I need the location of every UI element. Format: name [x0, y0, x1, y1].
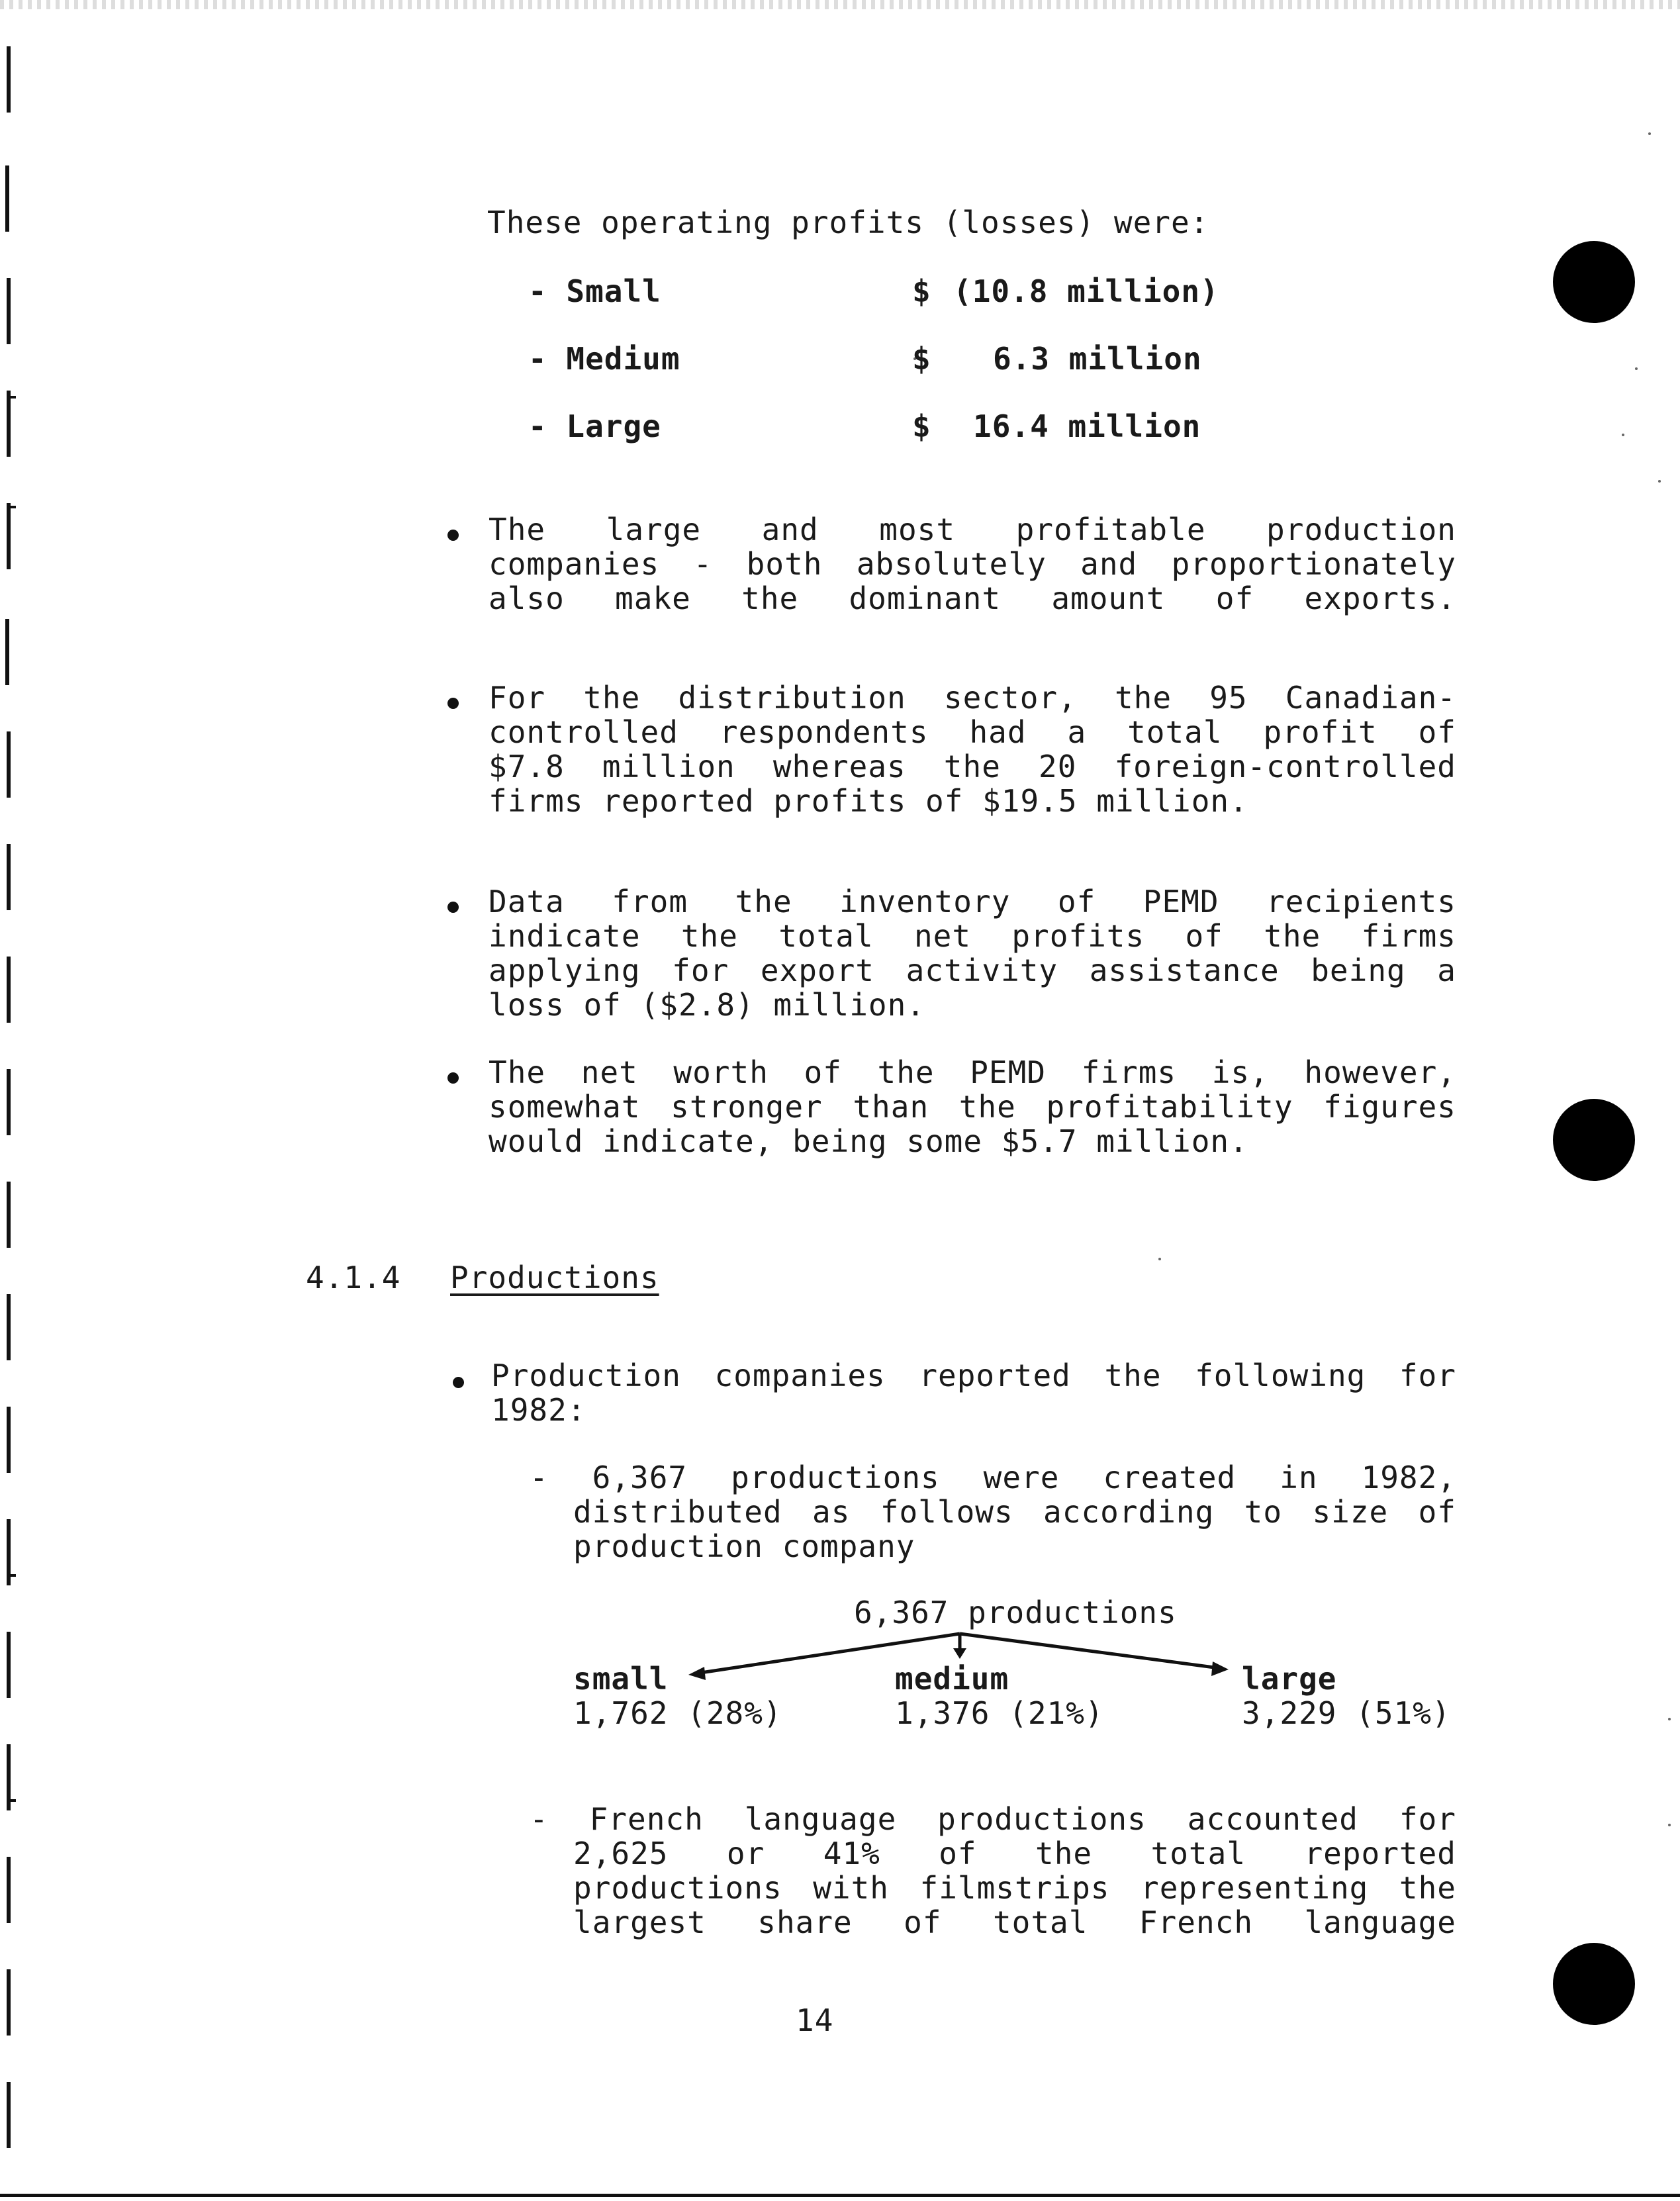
bullet-dot: [453, 1377, 464, 1388]
arrow-to-large-head: [1211, 1662, 1229, 1676]
bullet-text-line: loss of ($2.8) million.: [489, 987, 925, 1023]
binder-mark: [7, 46, 11, 113]
dash-item-line: productions with filmstrips representing the: [573, 1870, 1456, 1906]
scan-speck: [1668, 1718, 1671, 1720]
bullet-text-line: controlled respondents had a total profit of: [489, 714, 1456, 750]
binder-tick: [11, 1574, 16, 1577]
bullet-text-line: $7.8 million whereas the 20 foreign-controlled: [489, 749, 1456, 784]
punch-hole: [1553, 1099, 1635, 1181]
bullet-text-line: firms reported profits of $19.5 million.: [489, 783, 1248, 819]
bullet-text-line: 1982:: [491, 1392, 586, 1428]
diagram-small-label: small: [573, 1661, 669, 1697]
binder-mark: [7, 957, 11, 1023]
profit-row-currency: $: [912, 341, 931, 377]
dash-item-line: distributed as follows according to size of: [573, 1494, 1456, 1530]
profit-row-label: - Medium: [528, 341, 680, 377]
bullet-text-line: For the distribution sector, the 95 Canadian-: [489, 680, 1456, 716]
diagram-medium-value: 1,376 (21%): [895, 1695, 1104, 1731]
profits-intro: These operating profits (losses) were:: [487, 205, 1209, 240]
bullet-text-line: would indicate, being some $5.7 million.: [489, 1123, 1248, 1159]
bullet-dot: [447, 698, 459, 709]
bullet-text-line: Production companies reported the following for: [491, 1358, 1456, 1393]
diagram-medium-label: medium: [895, 1661, 1009, 1697]
diagram-total: 6,367 productions: [854, 1595, 1177, 1630]
bullet-text-line: companies - both absolutely and proportionately: [489, 546, 1456, 582]
binder-tick: [11, 506, 16, 508]
bullet-dot: [447, 530, 459, 541]
binder-tick: [11, 1799, 16, 1802]
bullet-text-line: somewhat stronger than the profitability figures: [489, 1089, 1456, 1125]
binder-mark: [7, 1294, 11, 1360]
scan-speck: [1658, 480, 1661, 483]
scan-bottom-edge: [0, 2194, 1680, 2197]
profit-row-currency: $: [912, 408, 931, 444]
page-number: 14: [796, 2002, 834, 2038]
bullet-text-line: also make the dominant amount of exports.: [489, 581, 1456, 616]
binder-mark: [7, 1407, 11, 1473]
bullet-text-line: The large and most profitable production: [489, 512, 1456, 547]
scan-speck: [1635, 367, 1638, 370]
binder-mark: [5, 619, 9, 685]
scan-speck: [1158, 1258, 1161, 1260]
bullet-dot: [447, 902, 459, 913]
diagram-small-value: 1,762 (28%): [573, 1695, 782, 1731]
binder-mark: [5, 165, 9, 232]
dash-item-line: 2,625 or 41% of the total reported: [573, 1836, 1456, 1871]
binder-mark: [7, 844, 11, 910]
punch-hole: [1553, 241, 1635, 323]
profit-row-amount: (10.8 million): [953, 273, 1219, 309]
profit-row-currency: $: [912, 273, 931, 309]
binder-mark: [7, 1857, 11, 1923]
dash-item-line: largest share of total French language: [573, 1904, 1456, 1940]
profit-row-amount: 16.4 million: [973, 408, 1201, 444]
diagram-large-label: large: [1242, 1661, 1337, 1697]
binder-mark: [7, 2082, 11, 2148]
bullet-text-line: The net worth of the PEMD firms is, however,: [489, 1054, 1456, 1090]
binder-mark: [7, 731, 11, 798]
binder-mark: [7, 278, 11, 344]
scan-speck: [1648, 132, 1651, 135]
profit-row-label: - Large: [528, 408, 661, 444]
dash-item-line: - French language productions accounted for: [530, 1801, 1456, 1837]
dash-item-line: production company: [573, 1528, 915, 1564]
section-title: Productions: [450, 1260, 659, 1295]
section-number: 4.1.4: [306, 1260, 401, 1295]
binder-mark: [7, 1632, 11, 1698]
diagram-large-value: 3,229 (51%): [1242, 1695, 1451, 1731]
arrow-to-medium-head: [953, 1648, 966, 1659]
scan-speck: [1668, 1824, 1671, 1826]
binder-mark: [7, 503, 11, 569]
scan-speck: [1622, 434, 1624, 436]
binder-mark: [7, 1069, 11, 1135]
bullet-text-line: Data from the inventory of PEMD recipients: [489, 884, 1456, 919]
dash-item-line: - 6,367 productions were created in 1982,: [530, 1460, 1456, 1495]
bullet-text-line: indicate the total net profits of the firms: [489, 918, 1456, 954]
punch-hole: [1553, 1943, 1635, 2025]
profit-row-label: - Small: [528, 273, 661, 309]
bullet-dot: [447, 1072, 459, 1084]
binder-tick: [11, 396, 16, 398]
binder-mark: [7, 1969, 11, 2036]
profit-row-amount: 6.3 million: [993, 341, 1202, 377]
binder-mark: [7, 391, 11, 457]
arrow-to-small-head: [688, 1667, 706, 1680]
binder-mark: [7, 1182, 11, 1248]
bullet-text-line: applying for export activity assistance being a: [489, 953, 1456, 988]
scan-top-edge: [0, 0, 1680, 9]
